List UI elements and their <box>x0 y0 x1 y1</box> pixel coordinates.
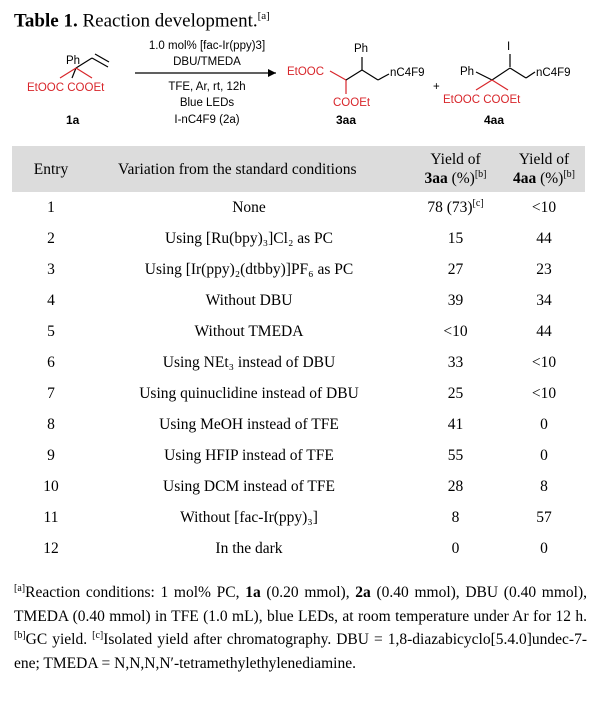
footnote-a-text-3: (0.40 mmol), DBU (0.40 mmol), TMEDA (0.40 mmol) in TFE (1.0 mL), blue LEDs, at room temperature under Ar for 12 h. <box>14 584 587 625</box>
condition-light: Blue LEDs <box>179 97 235 109</box>
table-row <box>12 192 585 223</box>
table-row <box>12 440 585 471</box>
cell-variation: Using DCM instead of TFE <box>163 477 335 495</box>
cell-yield-3aa-note: [c] <box>472 197 484 209</box>
cell-yield-4aa: <10 <box>531 198 557 216</box>
cell-yield-3aa-value: 55 <box>447 446 464 464</box>
cell-variation: Using [Ir(ppy)₂(dtbby)]PF₆ as PC <box>144 260 354 278</box>
reactant-ph: Ph <box>66 55 81 67</box>
reactant-1a <box>27 54 109 127</box>
table-row <box>12 533 585 564</box>
footnote-a-2a: 2a <box>355 584 371 601</box>
cell-yield-3aa-value: 0 <box>451 539 460 557</box>
header-yield-3aa-unit: (%) <box>447 170 475 187</box>
cell-entry: 1 <box>47 198 55 216</box>
cell-variation: None <box>232 198 266 216</box>
cell-entry: 6 <box>47 353 55 371</box>
cell-entry: 10 <box>43 477 59 495</box>
cell-yield-4aa: 0 <box>540 539 548 557</box>
condition-reagent: I-nC4F9 (2a) <box>174 114 240 126</box>
condition-catalyst: 1.0 mol% [fac-Ir(ppy)3] <box>148 40 266 52</box>
caption-label: Table 1. <box>14 10 78 32</box>
cell-yield-4aa: 8 <box>540 477 548 495</box>
table-row <box>12 502 585 533</box>
cell-yield-3aa <box>408 471 503 502</box>
cell-entry: 4 <box>47 291 55 309</box>
product-4aa-ph: Ph <box>460 66 475 78</box>
cell-yield-3aa-value: 33 <box>447 353 464 371</box>
cell-yield-4aa: 0 <box>540 415 548 433</box>
cell-yield-3aa-value: 39 <box>447 291 464 309</box>
table-row <box>12 223 585 254</box>
cell-yield-3aa <box>408 378 503 409</box>
header-yield-3aa-compound: 3aa <box>424 170 448 187</box>
caption-text: Reaction development. <box>77 10 258 32</box>
cell-variation: In the dark <box>215 539 283 557</box>
results-table <box>12 146 585 564</box>
cell-entry: 11 <box>43 508 59 526</box>
product-4aa-esters: EtOOC COOEt <box>443 94 521 106</box>
cell-yield-3aa <box>408 285 503 316</box>
cell-yield-4aa: 44 <box>536 229 552 247</box>
product-4aa-iodo: I <box>507 41 511 53</box>
cell-variation: Using NEt₃ instead of DBU <box>162 353 336 371</box>
cell-yield-3aa-value: 8 <box>451 508 460 526</box>
header-yield-3aa-line1: Yield of <box>430 151 481 168</box>
header-yield-4aa-compound: 4aa <box>512 170 537 187</box>
cell-yield-3aa <box>408 223 503 254</box>
footnote-b-text: GC yield. <box>25 631 93 648</box>
table-row <box>12 409 585 440</box>
header-yield-4aa-unit: (%) <box>536 170 564 187</box>
cell-variation: Without TMEDA <box>194 322 304 340</box>
product-3aa <box>287 43 425 127</box>
product-4aa <box>443 41 571 127</box>
cell-yield-3aa <box>408 409 503 440</box>
reaction-conditions <box>135 40 276 126</box>
product-3aa-bottom-ester: COOEt <box>333 97 371 109</box>
header-entry: Entry <box>33 160 69 178</box>
product-4aa-chain: nC4F9 <box>536 67 571 79</box>
table-row <box>12 471 585 502</box>
condition-solvent: TFE, Ar, rt, 12h <box>168 81 246 93</box>
cell-variation: Without DBU <box>205 291 293 309</box>
footnote-b-mark: [b] <box>14 629 26 641</box>
cell-variation: Using quinuclidine instead of DBU <box>139 384 359 402</box>
product-3aa-label: 3aa <box>335 113 357 127</box>
header-variation <box>90 146 408 192</box>
cell-variation: Using MeOH instead of TFE <box>159 415 339 433</box>
footnote-a-mark: [a] <box>14 582 26 594</box>
cell-yield-3aa <box>408 533 503 564</box>
cell-yield-3aa-value: <10 <box>443 322 468 340</box>
cell-entry: 7 <box>47 384 55 402</box>
reactant-label: 1a <box>66 113 80 127</box>
cell-yield-3aa <box>408 502 503 533</box>
cell-entry: 9 <box>47 446 55 464</box>
table-row <box>12 347 585 378</box>
table-row <box>12 285 585 316</box>
footnote-c-text: Isolated yield after chromatography. DBU = 1,8-diazabicyclo[5.4.0]undec-7-ene; TMEDA = N,N,N,N′-tetramethylethylenediamine. <box>14 631 587 672</box>
reactant-esters: EtOOC COOEt <box>27 82 105 94</box>
footnote-a-text-2: (0.20 mmol), <box>260 584 356 601</box>
cell-yield-4aa: 23 <box>536 260 552 278</box>
cell-yield-3aa-value: 41 <box>447 415 464 433</box>
cell-entry: 5 <box>47 322 55 340</box>
product-3aa-chain: nC4F9 <box>390 67 425 79</box>
footnote-a-1a: 1a <box>245 584 261 601</box>
header-yield-4aa-note: [b] <box>563 168 576 180</box>
cell-yield-4aa: 44 <box>536 322 552 340</box>
table-header-row <box>12 146 585 192</box>
cell-yield-3aa <box>408 192 503 223</box>
condition-bases: DBU/TMEDA <box>173 56 241 68</box>
cell-variation: Using HFIP instead of TFE <box>164 446 334 464</box>
table-row <box>12 254 585 285</box>
product-4aa-label: 4aa <box>483 113 505 127</box>
header-yield-4aa <box>503 146 585 192</box>
footnote-a-text-1: Reaction conditions: 1 mol% PC, <box>25 584 246 601</box>
header-yield-3aa <box>408 146 503 192</box>
table-row <box>12 316 585 347</box>
cell-entry: 12 <box>43 539 59 557</box>
cell-yield-3aa <box>408 254 503 285</box>
product-3aa-ph: Ph <box>354 43 369 55</box>
cell-yield-3aa <box>408 347 503 378</box>
cell-yield-3aa-value: 25 <box>447 384 464 402</box>
table-footnotes <box>14 581 587 675</box>
cell-yield-3aa-value: 15 <box>447 229 464 247</box>
header-variation-text: Variation from the standard conditions <box>118 160 357 178</box>
cell-entry: 2 <box>47 229 55 247</box>
cell-yield-4aa: <10 <box>531 384 557 402</box>
plus-sign: + <box>433 81 440 93</box>
reaction-scheme <box>0 30 603 140</box>
cell-yield-3aa-value: 27 <box>447 260 464 278</box>
header-yield-3aa-note: [b] <box>474 168 487 180</box>
cell-yield-3aa-value: 28 <box>447 477 464 495</box>
cell-yield-4aa: 57 <box>536 508 552 526</box>
cell-yield-4aa: 34 <box>536 291 552 309</box>
cell-variation: Without [fac-Ir(ppy)₃] <box>180 508 318 526</box>
cell-yield-4aa: <10 <box>531 353 557 371</box>
table-body <box>12 192 585 564</box>
caption-note: [a] <box>257 10 270 22</box>
cell-yield-3aa <box>408 440 503 471</box>
product-3aa-left-ester: EtOOC <box>287 66 325 78</box>
footnote-c-mark: [c] <box>92 629 104 641</box>
cell-yield-3aa-value: 78 (73) <box>427 198 473 216</box>
cell-entry: 8 <box>47 415 55 433</box>
table-caption <box>14 4 270 33</box>
table-row <box>12 378 585 409</box>
cell-variation: Using [Ru(bpy)₃]Cl₂ as PC <box>165 229 333 247</box>
header-yield-4aa-line1: Yield of <box>518 151 570 168</box>
cell-yield-4aa: 0 <box>540 446 548 464</box>
cell-yield-3aa <box>408 316 503 347</box>
cell-entry: 3 <box>47 260 55 278</box>
